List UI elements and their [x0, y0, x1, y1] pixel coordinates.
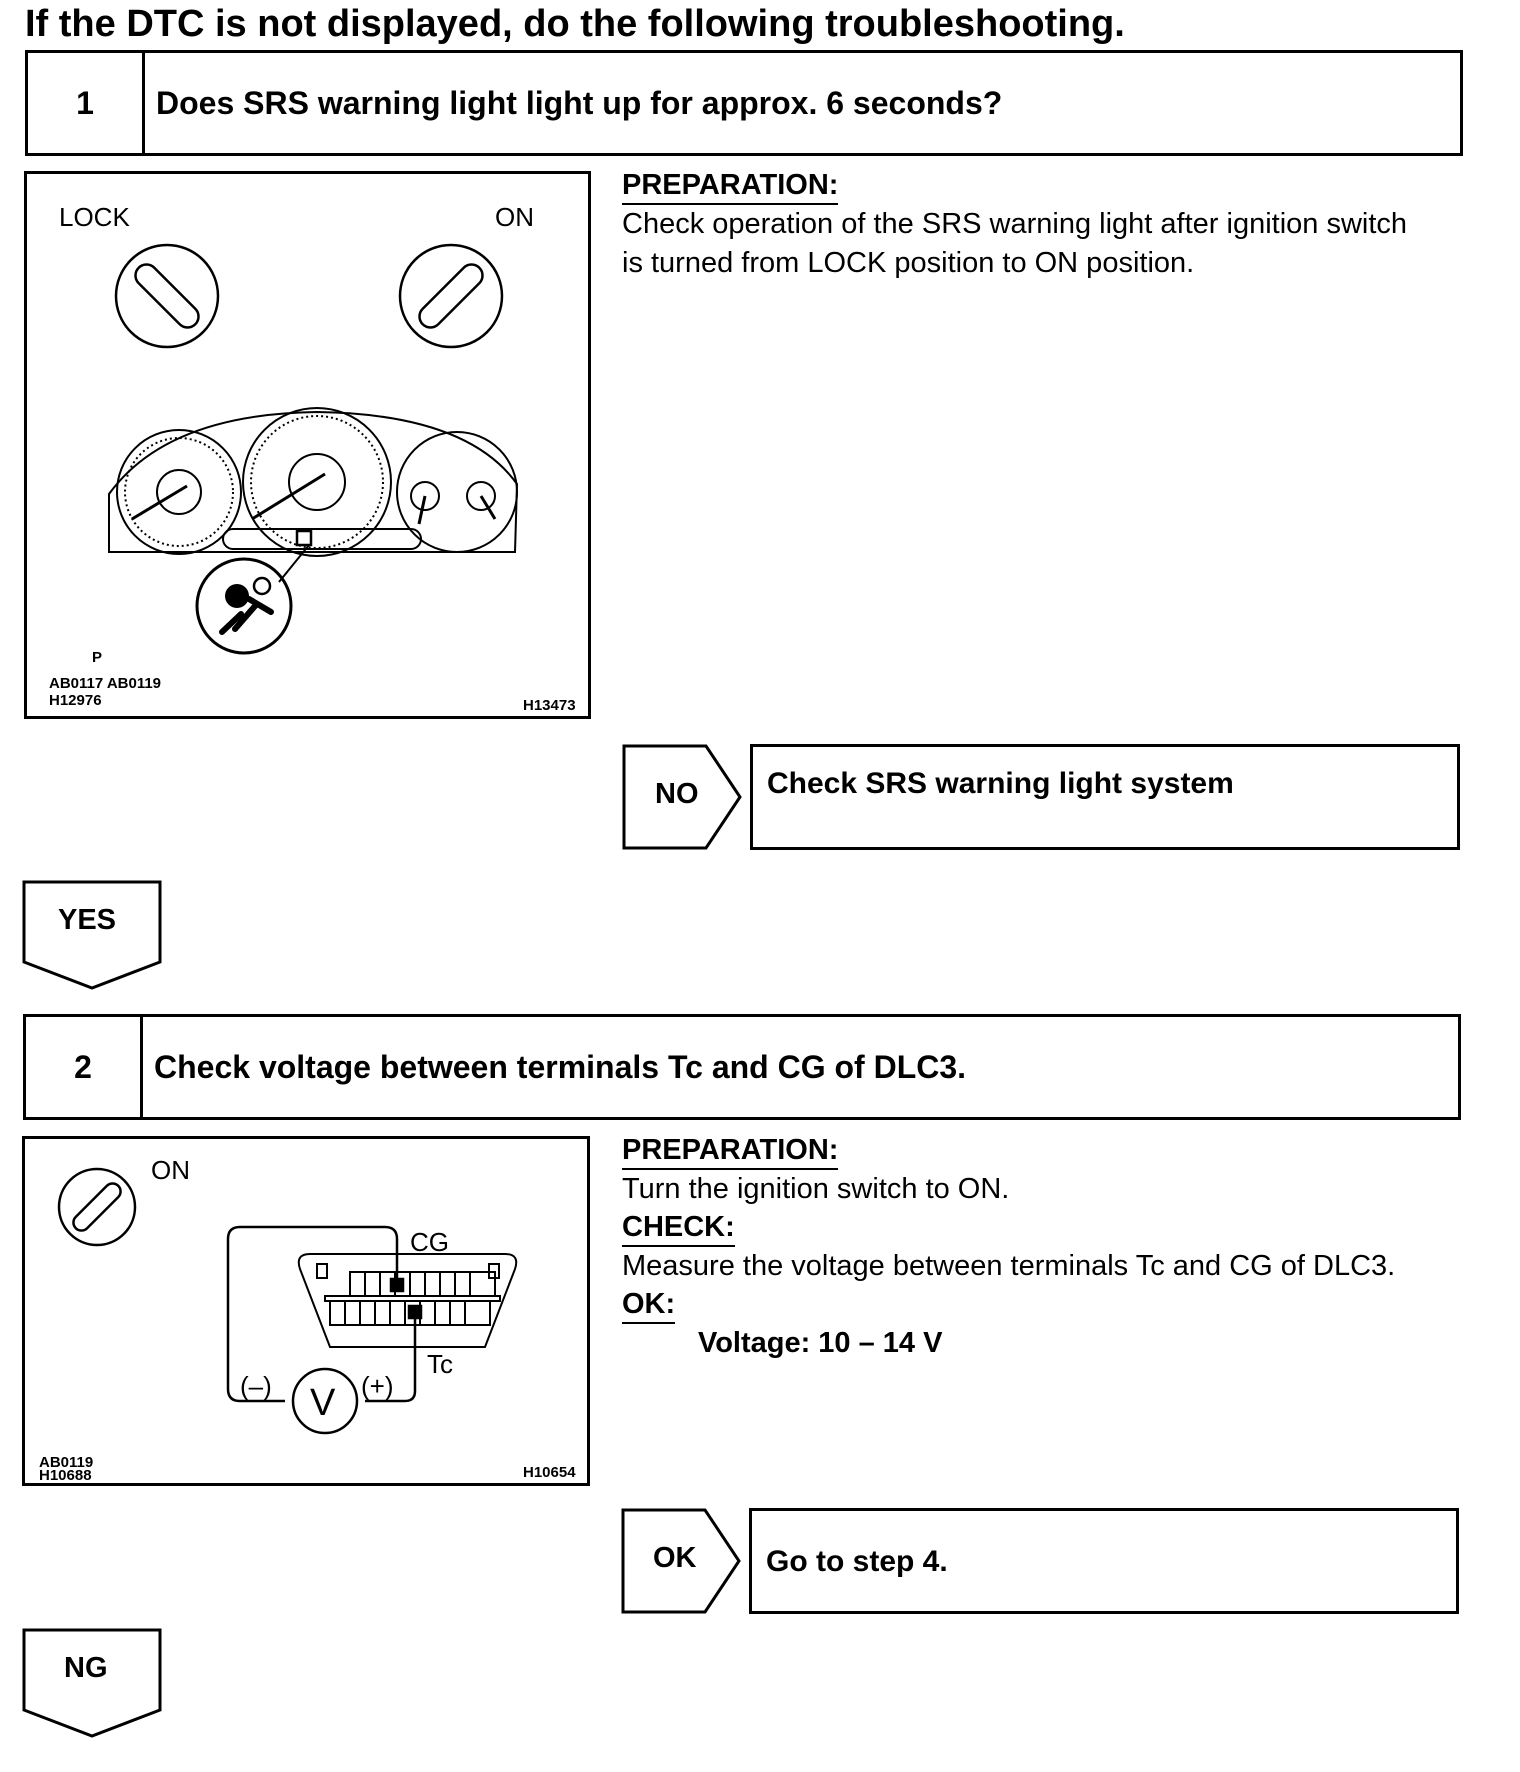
figure-code-h-left: H12976	[49, 692, 102, 709]
tc-label: Tc	[427, 1349, 453, 1379]
no-tag	[622, 744, 744, 850]
figure-code-ab: AB0117 AB0119	[49, 675, 162, 692]
cg-label: CG	[410, 1227, 449, 1257]
ng-tag	[22, 1628, 162, 1738]
instrument-cluster	[109, 408, 517, 582]
ok-result-text: Go to step 4.	[766, 1545, 948, 1578]
step-2-preparation-label: PREPARATION:	[622, 1132, 838, 1170]
ok-result-box	[749, 1508, 1459, 1614]
figure-code-p: P	[92, 649, 103, 666]
step-1-preparation-line-2: is turned from LOCK position to ON position.	[622, 247, 1195, 279]
minus-label: (–)	[240, 1371, 272, 1401]
ignition-on-icon	[59, 1169, 135, 1245]
lock-label: LOCK	[59, 202, 130, 232]
step-2-code-ab: AB0119	[39, 1454, 94, 1471]
yes-tag-label: YES	[58, 904, 117, 936]
step-2-title: Check voltage between terminals Tc and CG of DLC3.	[154, 1048, 967, 1085]
page-heading: If the DTC is not displayed, do the following troubleshooting.	[25, 3, 1125, 45]
step-2-code-h-right: H10654	[523, 1464, 576, 1481]
step-2-preparation-text: Turn the ignition switch to ON.	[622, 1173, 1010, 1205]
plus-label: (+)	[361, 1371, 394, 1401]
step-2-code-h-left: H10688	[39, 1467, 92, 1484]
step-2-ok-label: OK:	[622, 1286, 675, 1324]
step-2-number: 2	[26, 1017, 143, 1117]
step-2-figure	[22, 1136, 590, 1486]
ignition-lock-icon	[116, 245, 218, 347]
figure-code-h-right: H13473	[523, 697, 576, 714]
voltmeter-label: V	[310, 1382, 336, 1424]
step-2-check-label: CHECK:	[622, 1209, 735, 1247]
step-2-header	[23, 1014, 1461, 1120]
ignition-on-icon	[400, 245, 502, 347]
step-1-illustration	[27, 174, 594, 722]
step-2-on-label: ON	[151, 1155, 190, 1185]
on-label: ON	[495, 202, 534, 232]
step-2-check-text: Measure the voltage between terminals Tc and CG of DLC3.	[622, 1250, 1396, 1282]
ok-tag	[621, 1508, 743, 1614]
step-1-number: 1	[28, 53, 145, 153]
dlc3-connector	[299, 1254, 517, 1347]
step-1-title: Does SRS warning light light up for approx. 6 seconds?	[156, 84, 1003, 121]
step-1-preparation-label: PREPARATION:	[622, 167, 838, 205]
no-result-box	[750, 744, 1460, 850]
step-2-illustration	[25, 1139, 593, 1489]
ok-tag-label: OK	[653, 1542, 697, 1574]
step-2-ok-spec: Voltage: 10 – 14 V	[698, 1327, 943, 1359]
no-result-text: Check SRS warning light system	[767, 767, 1234, 800]
no-tag-label: NO	[655, 778, 699, 810]
step-1-figure	[24, 171, 591, 719]
step-1-header	[25, 50, 1463, 156]
ng-tag-label: NG	[64, 1652, 108, 1684]
step-1-preparation-line-1: Check operation of the SRS warning light after ignition switch	[622, 208, 1408, 240]
yes-tag	[22, 880, 162, 990]
srs-airbag-icon	[197, 559, 291, 653]
